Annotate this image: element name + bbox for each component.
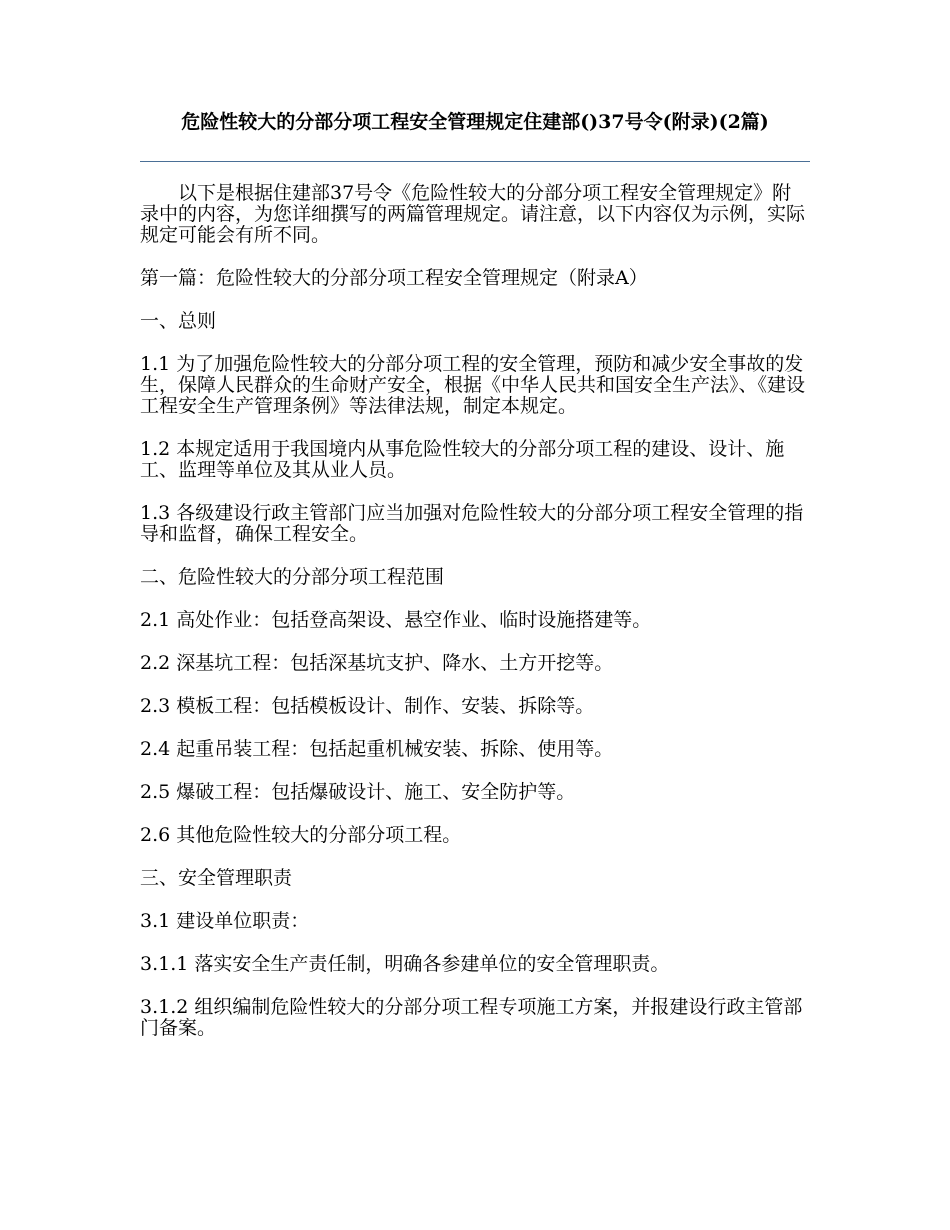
document-title: 危险性较大的分部分项工程安全管理规定住建部()37号令(附录)(2篇) [181,111,769,133]
clause-paragraph: 3.1.2 组织编制危险性较大的分部分项工程专项施工方案，并报建设行政主管部门备案。 [140,996,803,1039]
part-heading: 第一篇：危险性较大的分部分项工程安全管理规定（附录A） [140,267,648,289]
section-heading: 一、总则 [140,310,217,332]
clause-paragraph: 1.2 本规定适用于我国境内从事危险性较大的分部分项工程的建设、设计、施工、监理等单位及其从业人员。 [140,438,785,481]
clause-paragraph: 2.4 起重吊装工程：包括起重机械安装、拆除、使用等。 [140,738,614,760]
clause-paragraph: 2.6 其他危险性较大的分部分项工程。 [140,824,462,846]
title-divider [140,161,810,162]
clause-paragraph: 3.1 建设单位职责： [140,910,310,932]
clause-paragraph: 3.1.1 落实安全生产责任制，明确各参建单位的安全管理职责。 [140,953,670,975]
clause-paragraph: 2.2 深基坑工程：包括深基坑支护、降水、土方开挖等。 [140,652,614,674]
clause-paragraph: 2.3 模板工程：包括模板设计、制作、安装、拆除等。 [140,695,595,717]
section-heading: 三、安全管理职责 [140,867,293,889]
clause-paragraph: 2.5 爆破工程：包括爆破设计、施工、安全防护等。 [140,781,576,803]
clause-paragraph: 1.1 为了加强危险性较大的分部分项工程的安全管理，预防和减少安全事故的发生，保障人民群众的生命财产安全，根据《中华人民共和国安全生产法》、《建设工程安全生产管理条例》等法律法规，制定本规定。 [140,353,806,417]
clause-paragraph: 1.3 各级建设行政主管部门应当加强对危险性较大的分部分项工程安全管理的指导和监督，确保工程安全。 [140,502,804,545]
document-body [140,183,810,1061]
clause-paragraph: 2.1 高处作业：包括登高架设、悬空作业、临时设施搭建等。 [140,609,652,631]
intro-paragraph: 以下是根据住建部37号令《危险性较大的分部分项工程安全管理规定》附录中的内容，为您详细撰写的两篇管理规定。请注意，以下内容仅为示例，实际规定可能会有所不同。 [140,182,806,246]
section-heading: 二、危险性较大的分部分项工程范围 [140,566,445,588]
